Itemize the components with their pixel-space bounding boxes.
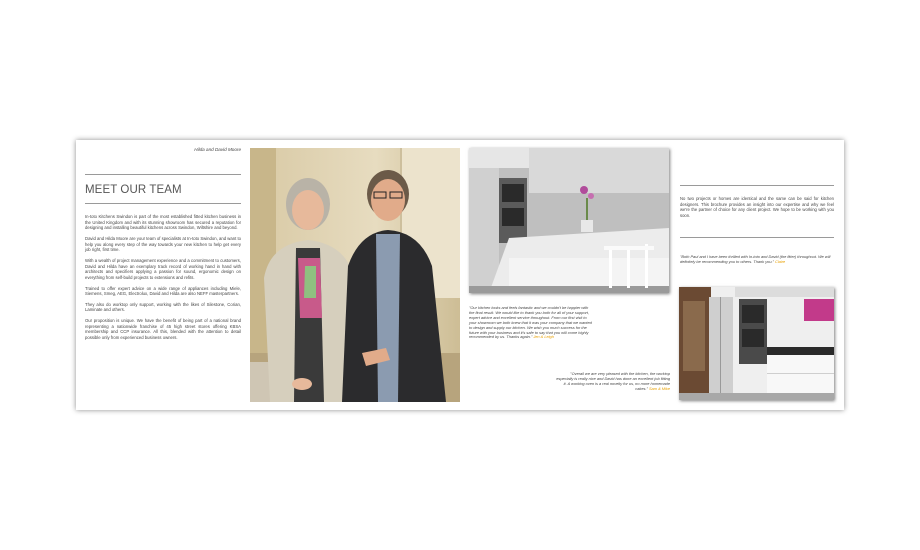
paragraph: David and Hilda Moore are your team of specialists at In-toto Swindon, and want to help you along every step of the way towards your new kitchen to help get every job right, first time. [85, 235, 241, 253]
testimonial-quote-2 [554, 372, 670, 392]
right-top-rule [680, 185, 834, 186]
paragraph: With a wealth of project management experience and a commitment to customers, David and Hilda have an exemplary track record of working hand in hand with architects and specifiers applying a passion for sound, ergonomic design on everything from self-build projects to extensions and refits. [85, 257, 241, 280]
quote-text: "Our kitchen looks and feels fantastic and we couldn't be happier with the final result. We would like to thank you both for all of your support, expert advice and excellent service throughout. From our first visit to your showroom we both knew that it was your company that we wanted to design and supply our kitchen. We wish you much success for the future with your business and it's safe to say that you will come highly recommended by us. Thanks again." [469, 305, 592, 340]
quote-author: Jen & Leigh [533, 334, 554, 340]
quote-text: "Both Paul and I have been thrilled with In-toto and David (the fitter) throughout. We will definitely be recommending you to others. Thank you." [680, 254, 831, 264]
testimonial-quote-3 [680, 255, 834, 265]
quote-author: Sam & Mike [649, 385, 670, 391]
brochure-spread [76, 140, 844, 410]
page-title: MEET OUR TEAM [85, 184, 182, 196]
intro-text [85, 214, 241, 346]
paragraph: They also do worktop only support, working with the likes of Silestone, Corian, Laminate and others. [85, 301, 241, 313]
kitchen-photo-gloss [679, 287, 834, 400]
quote-author: Claire [775, 258, 786, 264]
closing-text: No two projects or homes are identical and the same can be said for kitchen designers. This brochure provides an insight into our expertise and why we feel we're the partner of choice for any client project. We hope to be working with you soon. [680, 196, 834, 218]
paragraph: Trained to offer expert advice on a wide range of appliances including Miele, Siemens, Smeg, AEG, Electrolux, David and Hilda are also NEFF masterpartners. [85, 285, 241, 297]
caption-rule [85, 174, 241, 175]
photo-caption: Hilda and David Moore [194, 147, 241, 152]
team-portrait-photo [250, 148, 460, 402]
right-mid-rule [680, 237, 834, 238]
kitchen-photo-white [469, 148, 669, 293]
title-rule [85, 203, 241, 204]
testimonial-quote-1 [469, 306, 594, 340]
paragraph: Our proposition is unique. We have the benefit of being part of a national brand representing a nationwide franchise of 45 high street stores offering KBSA membership and CCP insurance. All this, blended with the attention to detail possible only from experienced business owners. [85, 318, 241, 341]
quote-text: "Overall we are very pleased with the kitchen, the worktop especially is really nice and David has done an excellent job fitting it. A working oven is a real novelty for us, no more homemade cakes." [556, 371, 670, 391]
paragraph: In-toto Kitchens Swindon is part of the most established fitted kitchen business in the United Kingdom and with its stunning showroom has secured a reputation for designing and installing beautiful kitchens across Swindon, Wiltshire and beyond. [85, 214, 241, 231]
